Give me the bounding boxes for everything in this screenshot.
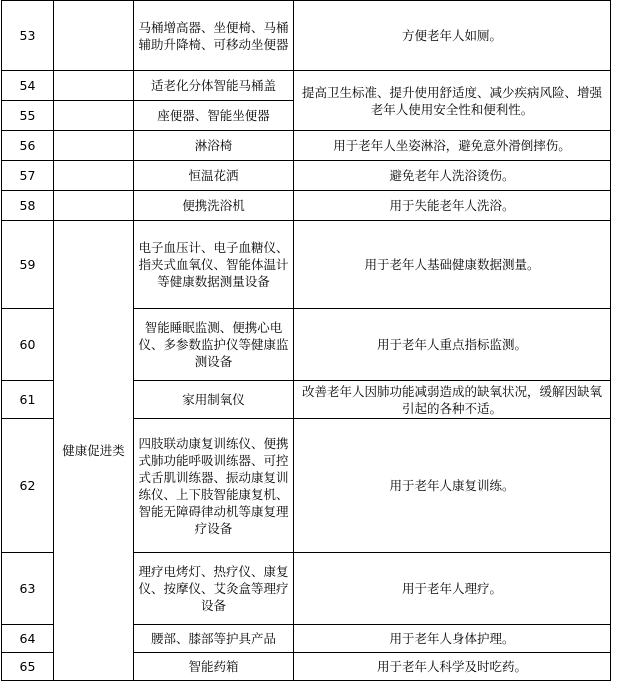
product-table <box>1 0 611 681</box>
use-cell: 改善老年人因肺功能减弱造成的缺氧状况，缓解因缺氧引起的各种不适。 <box>294 381 611 419</box>
use-cell: 避免老年人洗浴烫伤。 <box>294 161 611 191</box>
row-number: 62 <box>2 419 54 553</box>
row-number: 58 <box>2 191 54 221</box>
product-cell: 智能睡眠监测、便携心电仪、多参数监护仪等健康监测设备 <box>134 309 294 381</box>
category-cell <box>54 161 134 191</box>
use-cell: 用于老年人理疗。 <box>294 553 611 625</box>
use-cell: 用于老年人坐姿淋浴，避免意外滑倒摔伤。 <box>294 131 611 161</box>
row-number: 57 <box>2 161 54 191</box>
row-number: 56 <box>2 131 54 161</box>
category-cell <box>54 1 134 71</box>
table-row <box>2 1 611 71</box>
row-number: 61 <box>2 381 54 419</box>
row-number: 60 <box>2 309 54 381</box>
row-number: 64 <box>2 625 54 653</box>
row-number: 59 <box>2 221 54 309</box>
table-row <box>2 131 611 161</box>
use-cell: 用于失能老年人洗浴。 <box>294 191 611 221</box>
use-cell: 提高卫生标准、提升使用舒适度、减少疾病风险、增强老年人使用安全性和便利性。 <box>294 71 611 131</box>
product-cell: 马桶增高器、坐便椅、马桶辅助升降椅、可移动坐便器 <box>134 1 294 71</box>
row-number: 65 <box>2 653 54 681</box>
product-cell: 座便器、智能坐便器 <box>134 101 294 131</box>
table-row <box>2 71 611 101</box>
row-number: 63 <box>2 553 54 625</box>
category-cell <box>54 191 134 221</box>
product-cell: 电子血压计、电子血糖仪、指夹式血氧仪、智能体温计等健康数据测量设备 <box>134 221 294 309</box>
category-cell <box>54 131 134 161</box>
product-cell: 腰部、膝部等护具产品 <box>134 625 294 653</box>
use-cell: 用于老年人基础健康数据测量。 <box>294 221 611 309</box>
product-cell: 家用制氧仪 <box>134 381 294 419</box>
use-cell: 用于老年人身体护理。 <box>294 625 611 653</box>
use-cell: 用于老年人康复训练。 <box>294 419 611 553</box>
table-row <box>2 221 611 309</box>
category-cell <box>54 101 134 131</box>
use-cell: 用于老年人科学及时吃药。 <box>294 653 611 681</box>
category-cell: 健康促进类 <box>54 221 134 681</box>
product-cell: 恒温花洒 <box>134 161 294 191</box>
category-cell <box>54 71 134 101</box>
row-number: 53 <box>2 1 54 71</box>
use-cell: 用于老年人重点指标监测。 <box>294 309 611 381</box>
product-cell: 理疗电烤灯、热疗仪、康复仪、按摩仪、艾灸盒等理疗设备 <box>134 553 294 625</box>
product-cell: 适老化分体智能马桶盖 <box>134 71 294 101</box>
table-row <box>2 161 611 191</box>
product-cell: 智能药箱 <box>134 653 294 681</box>
product-cell: 便携洗浴机 <box>134 191 294 221</box>
table-row <box>2 191 611 221</box>
product-cell: 四肢联动康复训练仪、便携式肺功能呼吸训练器、可控式舌肌训练器、振动康复训练仪、上下肢智能康复机、智能无障碍律动机等康复理疗设备 <box>134 419 294 553</box>
product-cell: 淋浴椅 <box>134 131 294 161</box>
row-number: 55 <box>2 101 54 131</box>
use-cell: 方便老年人如厕。 <box>294 1 611 71</box>
row-number: 54 <box>2 71 54 101</box>
